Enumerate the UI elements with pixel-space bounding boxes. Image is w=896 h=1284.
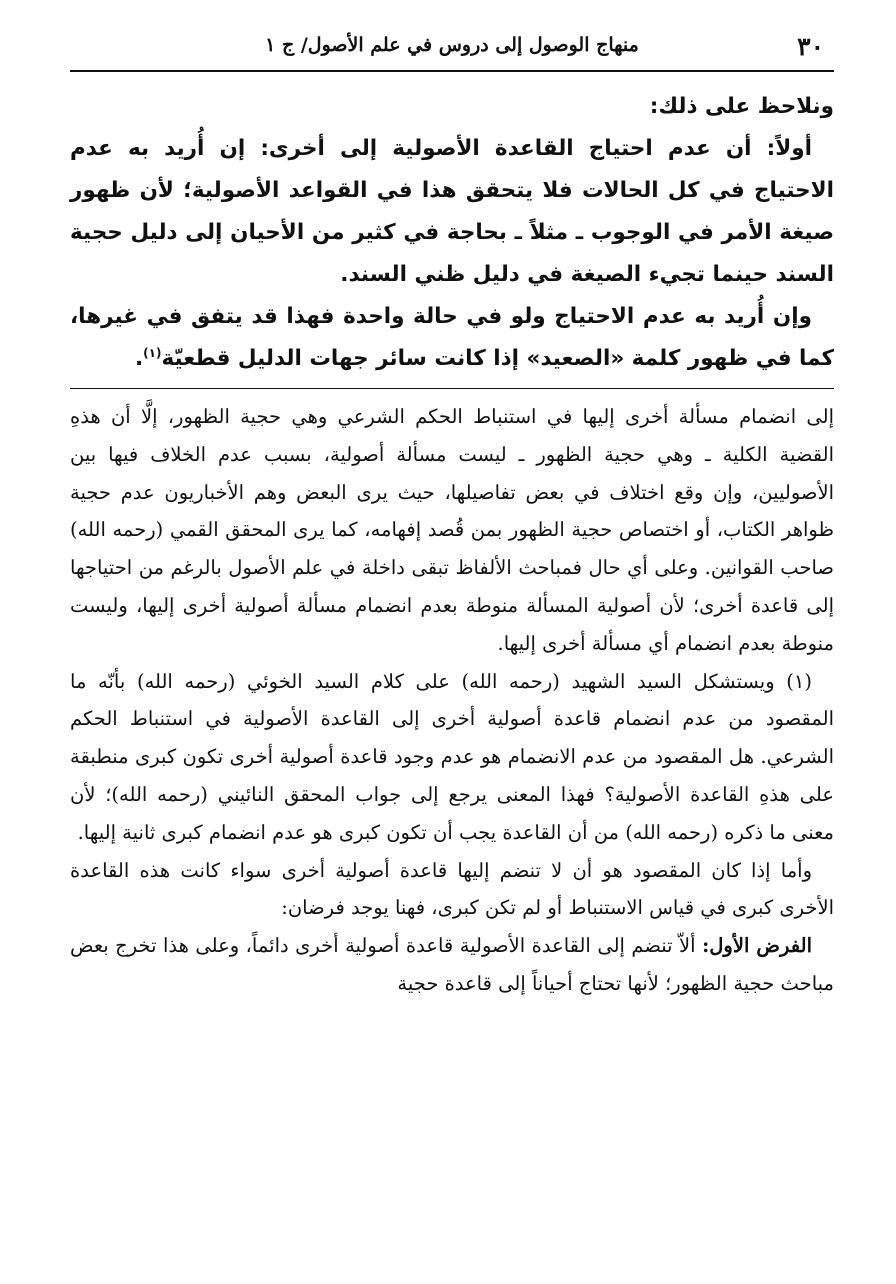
intro-line: ونلاحظ على ذلك: <box>649 94 834 119</box>
header-rule <box>70 70 834 72</box>
footnote-1: (١) ويستشكل السيد الشهيد (رحمه الله) على كلام السيد الخوئي (رحمه الله) بأنّه ما المقصود من عدم انضمام قاعدة أصولية أخرى إلى القاعدة الأصولية في استنباط الحكم الشرعي. هل المقصود من عدم الانضمام هو عدم وجود قاعدة أصولية أخرى تكون كبرى منطبقة على هذهِ القاعدة الأصولية؟ فهذا المعنى يرجع إلى جواب المحقق النائيني (رحمه الله)؛ لأن معنى ما ذكره (رحمه الله) من أن القاعدة يجب أن تكون كبرى هو عدم انضمام كبرى ثانية إليها. <box>70 669 834 844</box>
footnote-rule <box>70 388 834 389</box>
footnote-paragraph-c <box>70 927 834 1003</box>
page-number: ٣٠ <box>797 32 824 61</box>
footnotes <box>70 398 834 1003</box>
main-paragraph-2-text: وإن أُريد به عدم الاحتياج ولو في حالة واحدة فهذا قد يتفق في غيرها، كما في ظهور كلمة «الصعيد» إذا كانت سائر جهات الدليل قطعيّة <box>70 304 834 371</box>
first-assumption-label: الفرض الأول: <box>702 934 812 958</box>
page-header <box>70 30 834 70</box>
main-paragraph-2: وإن أُريد به عدم الاحتياج ولو في حالة واحدة فهذا قد يتفق في غيرها، كما في ظهور كلمة «الصعيد» إذا كانت سائر جهات الدليل قطعيّة$^{(١)}$. <box>70 304 834 371</box>
book-page <box>70 0 834 1284</box>
main-text <box>70 86 834 380</box>
running-title: منهاج الوصول إلى دروس في علم الأصول/ ج ١ <box>265 34 639 56</box>
footnote-marker: (١) <box>143 345 162 360</box>
footnote-paragraph-b: وأما إذا كان المقصود هو أن لا تنضم إليها قاعدة أصولية أخرى سواء كانت هذه القاعدة الأخرى كبرى في قياس الاستنباط أو لم تكن كبرى، فهنا يوجد فرضان: <box>70 858 834 920</box>
first-assumption-text: ألاّ تنضم إلى القاعدة الأصولية قاعدة أصولية أخرى دائماً، وعلى هذا تخرج بعض مباحث حجية الظهور؛ لأنها تحتاج أحياناً إلى قاعدة حجية <box>70 934 834 995</box>
main-paragraph-1: أولاً: أن عدم احتياج القاعدة الأصولية إلى أخرى: إن أُريد به عدم الاحتياج في كل الحالات فلا يتحقق هذا في القواعد الأصولية؛ لأن ظهور صيغة الأمر في الوجوب ـ مثلاً ـ بحاجة في كثير من الأحيان إلى دليل حجية السند حينما تجيء الصيغة في دليل ظني السند. <box>70 136 834 287</box>
footnote-continuation: إلى انضمام مسألة أخرى إليها في استنباط الحكم الشرعي وهي حجية الظهور، إلَّا أن هذهِ القضية الكلية ـ وهي حجية الظهور ـ ليست مسألة أصولية، بسبب عدم الخلاف فيها بين الأصوليين، وإن وقع اختلاف في بعض تفاصيلها، حيث يرى البعض وهم الأخباريون عدم حجية ظواهر الكتاب، أو اختصاص حجية الظهور بمن قُصد إفهامه، كما يرى المحقق القمي (رحمه الله) صاحب القوانين. وعلى أي حال فمباحث الألفاظ تبقى داخلة في علم الأصول بالرغم من احتياجها إلى قاعدة أخرى؛ لأن أصولية المسألة منوطة بعدم انضمام مسألة أصولية أخرى إليها، وليست منوطة بعدم انضمام أي مسألة أخرى إليها. <box>70 405 834 655</box>
